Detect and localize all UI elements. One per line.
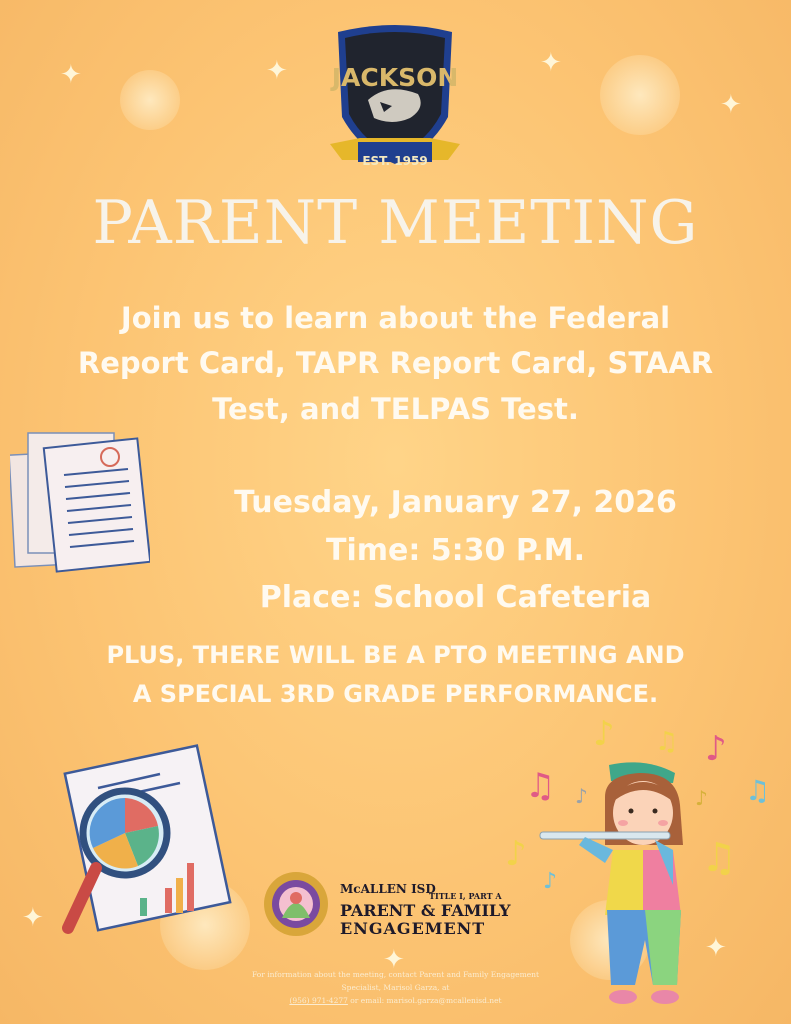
intro-line: Test, and TELPAS Test. <box>212 392 579 426</box>
logo-line-engagement: ENGAGEMENT <box>340 919 486 938</box>
sparkle-icon: ✦ <box>540 48 562 78</box>
logo-line-parent-family: PARENT & FAMILY <box>340 901 511 920</box>
sparkle-icon: ✦ <box>60 60 82 90</box>
svg-text:♪: ♪ <box>705 729 727 769</box>
svg-text:♪: ♪ <box>575 784 588 808</box>
sparkle-icon: ✦ <box>720 90 742 120</box>
logo-title-program: TITLE I, PART A <box>429 891 502 901</box>
svg-text:♪: ♪ <box>543 869 558 894</box>
sparkle-icon: ✦ <box>22 903 44 933</box>
announcement-line: PLUS, THERE WILL BE A PTO MEETING AND <box>106 641 685 669</box>
sparkle-icon: ✦ <box>383 945 405 975</box>
svg-text:♫: ♫ <box>701 835 737 881</box>
report-papers-illustration <box>10 425 150 579</box>
announcement-line: A SPECIAL 3RD GRADE PERFORMANCE. <box>132 680 659 708</box>
footer-contact-line <box>200 996 591 1005</box>
sparkle-icon: ✦ <box>705 933 727 963</box>
school-crest-logo <box>330 22 460 177</box>
footer-contact: Specialist, Marisol Garza, at <box>341 983 450 992</box>
svg-text:♪: ♪ <box>505 834 527 874</box>
intro-line: Join us to learn about the Federal <box>120 301 671 335</box>
crest-established: EST. 1959 <box>362 154 428 168</box>
light-glow <box>120 70 180 130</box>
phone-link[interactable]: (956) 971-4277 <box>289 996 348 1005</box>
meeting-date: Tuesday, January 27, 2026 <box>234 485 677 520</box>
logo-district: McALLEN ISD <box>340 882 436 896</box>
svg-text:♫: ♫ <box>525 766 556 806</box>
footer-contact: For information about the meeting, contact Parent and Family Engagement <box>251 970 540 979</box>
meeting-time: Time: 5:30 P.M. <box>326 533 585 568</box>
svg-text:♪: ♪ <box>695 786 708 810</box>
svg-text:♫: ♫ <box>745 774 771 807</box>
parent-family-engagement-logo <box>262 868 542 948</box>
email-text: or email: marisol.garza@mcallenisd.net <box>350 996 502 1005</box>
light-glow <box>600 55 680 135</box>
sparkle-icon: ✦ <box>266 56 288 86</box>
intro-line: Report Card, TAPR Report Card, STAAR <box>77 346 714 380</box>
meeting-place: Place: School Cafeteria <box>259 580 652 615</box>
svg-text:♫: ♫ <box>655 727 679 757</box>
svg-text:♪: ♪ <box>593 714 615 754</box>
page-title: PARENT MEETING <box>92 188 699 258</box>
crest-school-name: JACKSON <box>331 63 459 92</box>
report-chart-illustration <box>60 738 235 947</box>
